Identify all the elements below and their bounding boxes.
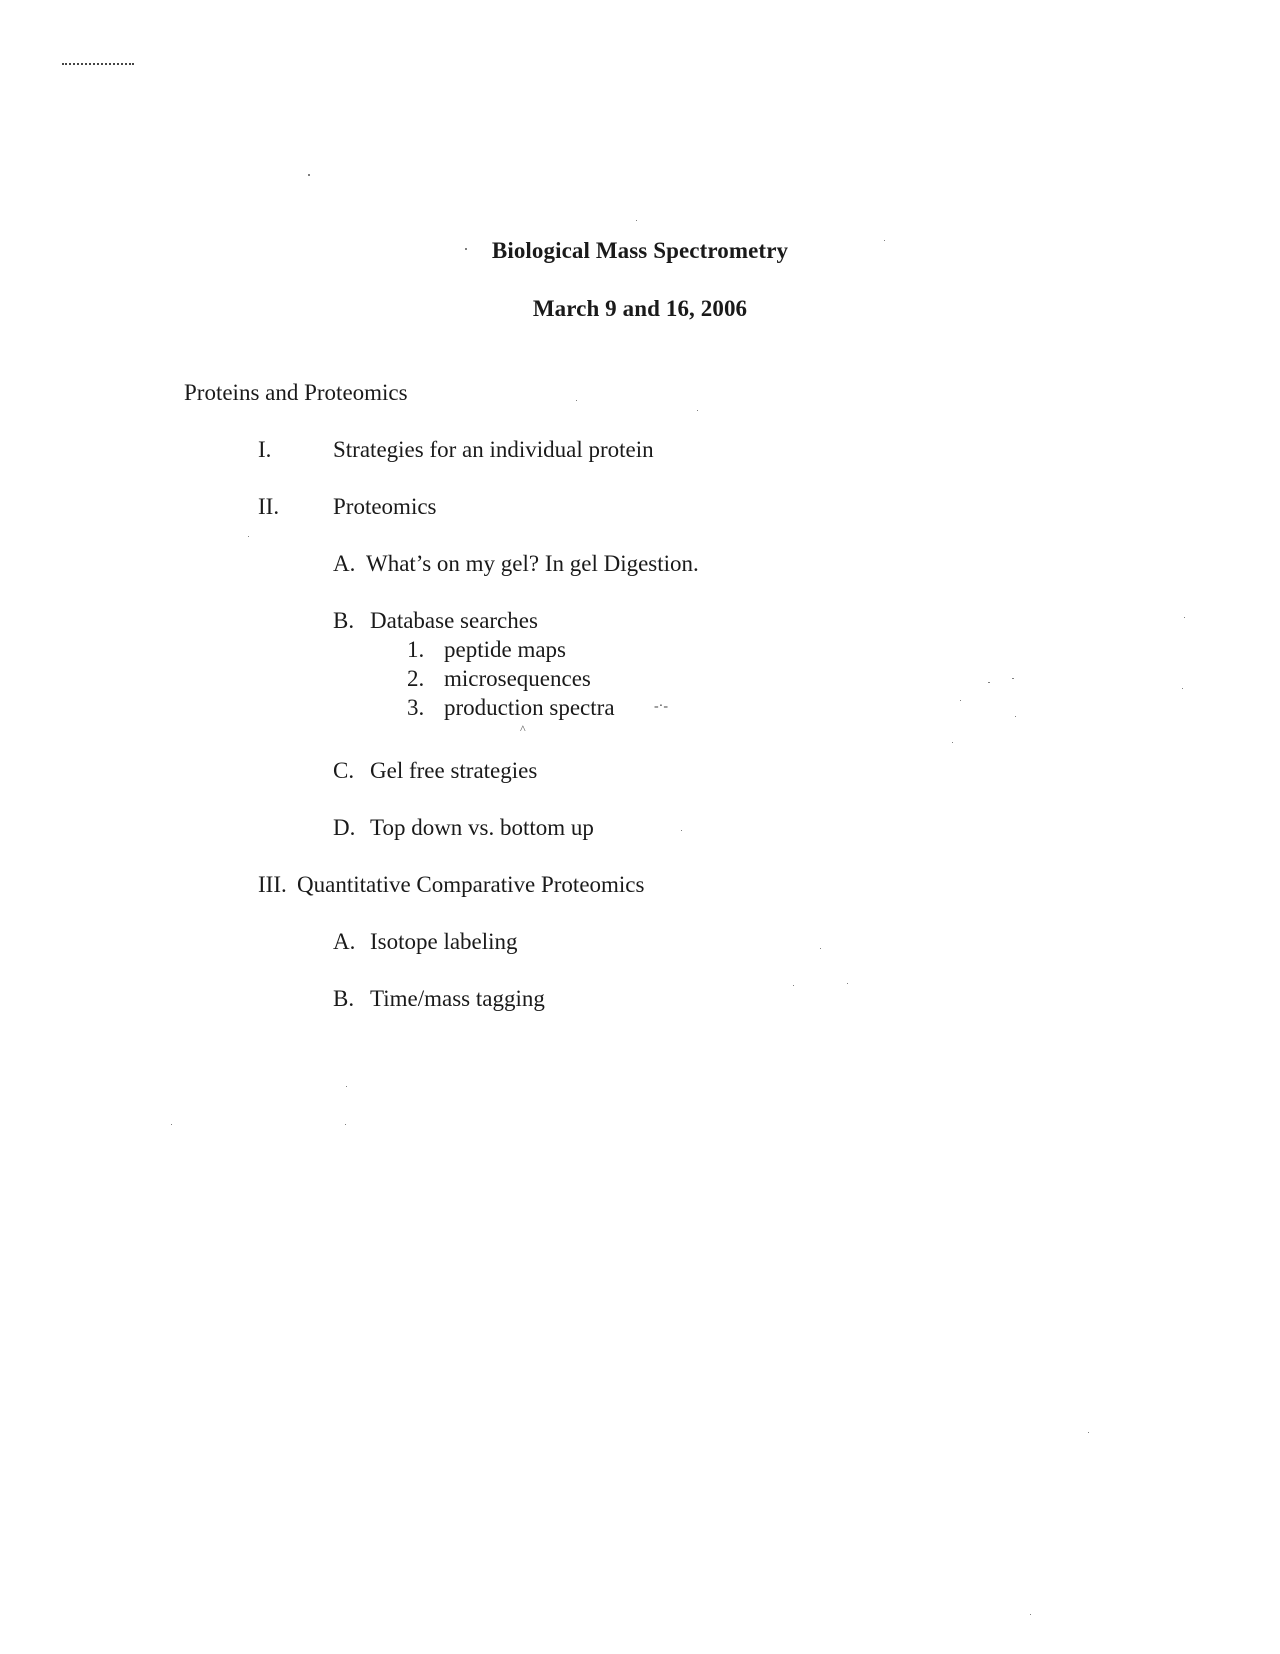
outline-item-2b1: peptide maps: [444, 637, 566, 662]
outline-item-2b3: production spectra: [444, 695, 615, 720]
outline-item-2: Proteomics: [333, 494, 437, 519]
scan-speck: [465, 248, 467, 250]
scan-speck: [248, 536, 249, 537]
scan-speck: [988, 682, 990, 683]
outline-item-2d-marker: D.: [333, 815, 356, 840]
outline-item-2b: Database searches: [370, 608, 538, 633]
scan-speck: [884, 240, 885, 241]
outline-marker-3: III.: [258, 872, 287, 897]
document-title: Biological Mass Spectrometry: [491, 238, 789, 263]
outline-item-3b-marker: B.: [333, 986, 355, 1011]
outline-item-2b-marker: B.: [333, 608, 355, 633]
scan-speck: [1182, 688, 1183, 689]
outline-item-2a: What’s on my gel? In gel Digestion.: [366, 551, 699, 576]
scan-speck: [847, 983, 848, 984]
outline-marker-1: I.: [258, 437, 272, 462]
outline-item-2d: Top down vs. bottom up: [370, 815, 594, 840]
outline-item-2a-marker: A.: [333, 551, 356, 576]
scan-speck: [960, 700, 961, 701]
scan-speck: [1184, 617, 1185, 618]
handwritten-dash-mark: -·-: [654, 699, 668, 714]
outline-item-3b: Time/mass tagging: [370, 986, 545, 1011]
section-heading: Proteins and Proteomics: [184, 380, 408, 405]
scan-speck: [345, 1124, 346, 1125]
outline-item-2c: Gel free strategies: [370, 758, 538, 783]
scan-speck: [576, 400, 577, 401]
scan-speck: [1088, 1432, 1089, 1433]
outline-marker-2: II.: [258, 494, 280, 519]
fax-header-mark: [62, 63, 134, 68]
scan-speck: [1012, 678, 1014, 679]
outline-item-2b1-marker: 1.: [407, 637, 425, 662]
scan-speck: [820, 948, 821, 949]
scan-speck: [346, 1086, 347, 1087]
scan-speck: [952, 742, 953, 743]
outline-item-2b2-marker: 2.: [407, 666, 425, 691]
document-date: March 9 and 16, 2006: [532, 296, 748, 321]
scan-speck: [697, 410, 698, 411]
scan-speck: [308, 174, 310, 176]
outline-item-3a-marker: A.: [333, 929, 356, 954]
scan-speck: [793, 985, 794, 986]
scan-speck: [636, 220, 637, 221]
scan-speck: [681, 830, 682, 831]
outline-item-3: Quantitative Comparative Proteomics: [297, 872, 645, 897]
scan-speck: [1015, 716, 1016, 717]
outline-item-2c-marker: C.: [333, 758, 355, 783]
outline-item-2b3-marker: 3.: [407, 695, 425, 720]
outline-item-3a: Isotope labeling: [370, 929, 518, 954]
scan-speck: [171, 1124, 172, 1125]
outline-item-1: Strategies for an individual protein: [333, 437, 654, 462]
scan-speck: [1030, 1614, 1031, 1615]
outline-item-2b2: microsequences: [444, 666, 591, 691]
handwritten-caret-mark: ^: [520, 722, 526, 736]
